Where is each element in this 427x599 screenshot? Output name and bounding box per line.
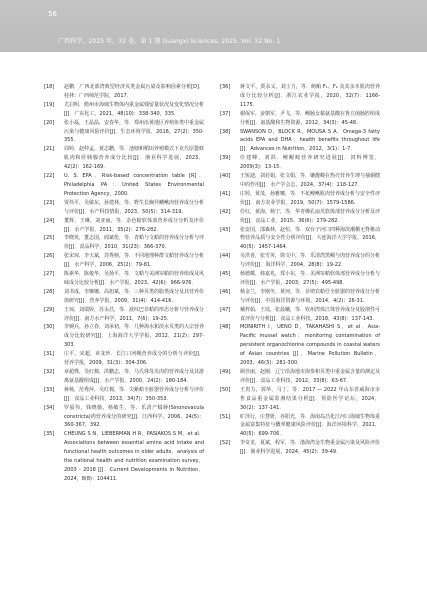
references-column-left: [44, 83, 204, 484]
reference-number: [51]: [220, 413, 231, 420]
reference-entry: [44, 288, 204, 306]
reference-number: [39]: [220, 155, 231, 162]
reference-number: [22]: [44, 173, 55, 180]
reference-entry: [220, 386, 380, 413]
reference-entry: [44, 172, 204, 199]
reference-entry: [220, 270, 380, 288]
reference-number: [23]: [44, 199, 55, 206]
reference-entry: [220, 190, 380, 208]
reference-text: 赵鹏．广西北部湾典型经济贝类金属污染及影响因素分析[D]．桂林：广西师范学院，2017．: [64, 84, 204, 99]
reference-entry: [44, 404, 204, 431]
reference-number: [34]: [44, 404, 55, 411]
reference-entry: [220, 252, 380, 270]
reference-entry: [220, 110, 380, 128]
reference-number: [21]: [44, 146, 55, 153]
reference-entry: [220, 83, 380, 110]
reference-text: CHEUNG S N，LIEBERMAN H R，PASIAKOS S M，et al．Associations between essential amino acid intake and functional health outcomes in older adults，analysis of the national health and nutrition examination survey，2003 - 2018 [J]．Current Developments in Nutrition，2024，8(8)：104411．: [64, 431, 204, 482]
reference-entry: [220, 439, 380, 457]
reference-entry: [220, 368, 380, 386]
reference-number: [31]: [44, 351, 55, 358]
reference-entry: [44, 368, 204, 386]
reference-text: 陈素华，陈俊华，吴扬平，等．文蛤与美洲帘蛤的营养组成及风味成分比较分析[J]．水产学报，2023，42(6)：966-976．: [64, 271, 205, 286]
reference-number: [48]: [220, 324, 231, 331]
reference-entry: [220, 208, 380, 226]
reference-entry: [220, 154, 380, 172]
journal-running-title: 广西科学，2025 年，32 卷，第 1 期 Guangxi Sciences, 2025, Vol. 32 No. 1: [58, 38, 281, 45]
reference-number: [37]: [220, 110, 231, 117]
reference-text: 张安国，邵森林，赵恒，等．双台子河口四种海滨潮栖无脊椎动物营养品质与安全性分析评价[J]．大连海洋大学学报，2016，40(5)：1457-1464．: [240, 226, 381, 251]
reference-number: [52]: [220, 440, 231, 447]
reference-entry: [44, 83, 204, 101]
reference-number: [25]: [44, 235, 55, 242]
reference-text: 戴梓茹，王瑶，张晨曦，等．钦州湾体江珠营养成分及股削性可食评价与分析[J]．食品工业科技，2018，43(8)：137-143．: [240, 306, 381, 322]
reference-text: 任建峰，刘淇．鳗鲲鲶营养研究进展[J]．饲料博览，2009(3)：13-15．: [240, 155, 380, 171]
reference-text: 蒋文平，贾永义，刘士力，等．鲂鲌 F₁、F₂ 及其亲本肌肉营养成分比较分析[J]．浙江农业学报，2020，32(7)：1166-1175．: [240, 84, 380, 108]
reference-text: 李奇龙，夏斌，程军，等．渤海湾金生物重金属污染及风险评价[J]．渔业科学进展，2024，45(2)：39-49．: [240, 440, 381, 456]
reference-text: 刘书成，李娜娜，高旭斌，等．三种贝类的脂类成分及其营养价值研究[J]．营养学报，2009，31(4)：414-416．: [64, 288, 205, 304]
reference-entry: [220, 226, 380, 253]
reference-text: 顾佳丽，赵刚．辽宁沿海地市海参和贝类中重金属含量的测定及评价[J]．食品工业科技，2012，33(8)：63-67．: [240, 369, 381, 384]
reference-number: [45]: [220, 271, 231, 278]
reference-entry: [220, 288, 380, 306]
reference-entry: [44, 350, 204, 368]
reference-number: [28]: [44, 288, 55, 295]
reference-text: 董辉，王琳，刘亚丽，等．杂色蛤软体部营养成分分析及评价[J]．水产学报，2011，35(2)：276-282．: [64, 217, 204, 233]
reference-text: U. S. EPA．Risk-based concentration table [R]．Philadelphia PA：United States Environmental Protection Agency，2000．: [64, 173, 204, 197]
reference-text: 贾伟平，吴敏东，孙建林，等．野生长胸异鳞鳅肉营养成分分析与评价[J]．水产科技情报，2023，50(5)：314-319．: [64, 199, 205, 215]
reference-entry: [44, 234, 204, 252]
reference-entry: [220, 413, 380, 440]
reference-number: [42]: [220, 208, 231, 215]
reference-number: [27]: [44, 271, 55, 278]
reference-text: 周婷，赵仲孟，黄志鹏，等．池塘和稻田养殖模式下克氏原螯虾肌肉和肝胰腺营养成分比较[J]．渔业科学进展，2023，42(2)：162-169．: [64, 146, 205, 171]
reference-number: [44]: [220, 253, 231, 260]
reference-entry: [220, 323, 380, 368]
reference-text: 王琼，刘瑞婷，苏永昌，等．波纹巴非蛤的形态分析与营养成分评价[J]．南方水产科学，2011，7(6)：19-25．: [64, 306, 205, 322]
reference-number: [26]: [44, 253, 55, 260]
reference-entry: [44, 430, 204, 483]
reference-entry: [44, 199, 204, 217]
reference-text: MONIRITH I，UENO D，TAKAHASHI S，et al．Asia-Pacific mussel watch：monitoring contamination of persistent organochlorine compounds in coastal waters of Asian countries [J]．Marine Pollution Bulletin，2003，46(3)：281-300．: [240, 324, 380, 367]
reference-text: 王锐迪，刘若娟，张文娟，等．镶靓蚬在热壳营养生理与抽谢健中的作用[J]．水产学会志，2024，37(4)：118-127．: [240, 173, 381, 188]
reference-text: 张小磊，王晶晶，安春华，等．郑州沿黄地区养殖鱼类中重金属污染与健康风险评价[J]．生态环境学报，2018，27(2)：350-355．: [64, 119, 205, 144]
reference-entry: [220, 306, 380, 324]
reference-number: [35]: [44, 431, 55, 438]
reference-entry: [44, 101, 204, 119]
reference-text: 任红，黄海，杨宁，等．华青樽孔扇贝软体部营养成分分析及评价[J]．食品工业，2015，36(6)：279-282．: [240, 208, 381, 224]
reference-text: 庄婷，黄茂，孙雅娜，等．不花鳗鳅肌肉营养成分析与安全性评价[J]．南方农业学报，2019，50(7)：1579-1586．: [240, 190, 381, 206]
reference-entry: [44, 323, 204, 350]
reference-text: 谢保军，姜朝军，尹飞，等．鳗肠女黏氨基酸在鲁豆菌肠腔组成分析[J]．氨基酸和生物资源，2012，34(3)：45-48．: [240, 110, 381, 126]
reference-number: [30]: [44, 324, 55, 331]
reference-number: [43]: [220, 226, 231, 233]
reference-number: [41]: [220, 190, 231, 197]
reference-text: 杨德耀，韩嘉兆，郑小东，等．美洲帘蛤软体部营养成分分析与评价[J]．水产学报，2003，27(5)：495-498．: [240, 271, 381, 286]
reference-entry: [220, 172, 380, 190]
reference-entry: [44, 386, 204, 404]
reference-number: [33]: [44, 386, 55, 393]
reference-entry: [220, 128, 380, 155]
reference-entry: [44, 306, 204, 324]
reference-number: [49]: [220, 369, 231, 375]
reference-text: 吴洪喜，张雪英，徐文中，等．乐清湾黑鲷与肉营养成分的分析与评价[J]．海洋科学，2004，28(8)：19-22．: [240, 253, 381, 269]
reference-text: 旷泽行，庄慧妍，谷阳光，等．海南岛昌化江河口海域生物体重金属富集特征与概率健康风险评价[J]．海洋环境科学，2021，40(5)：699-706．: [240, 413, 381, 438]
reference-entry: [44, 145, 204, 172]
reference-text: 王贵力，郭华，马丁，等．2017 — 2022 年山东省威海市市售食品重金属监测结果分析[J]．预防医学论坛，2024，30(2)：137-141．: [240, 386, 380, 411]
reference-text: 蒋杨，范秀萍，吴红棉，等．尖紫蛤全脏器营养成分分析与评价[J]．食品工业科技，2013，34(7)：350-353．: [64, 386, 205, 402]
reference-text: 尤启明．儋州市海域生物体内重金属残留量状况及变化情况分析[J]．广东化工，2021，48(10)：338-340，335．: [64, 101, 205, 117]
reference-number: [46]: [220, 288, 231, 295]
reference-text: SWANSON D，BLOCK R，MOUSA S A．Omega-3 fatty acids EPA and DHA：health benefits throughout life [J]．Advances in Nutrition，2012，3(1)：1-7．: [240, 128, 380, 153]
reference-entry: [44, 119, 204, 146]
reference-number: [38]: [220, 128, 231, 135]
reference-number: [50]: [220, 386, 231, 393]
reference-text: 杨金兰，李刚冬，黄珂，等．菲律宾蛤仔全脏器的营养成分分析与评价[J]．中国海洋资源与环境，2014，4(2)：26-31．: [240, 288, 381, 304]
reference-number: [24]: [44, 217, 55, 224]
reference-text: 罗福伟，钱晓薇，杨敏生，等．乐清产缢蛏(Sinonovacula constricta)肉营养成分的研究[J]．江西科学，2006，24(5)：360-367，392．: [64, 404, 204, 429]
page-number: 56: [48, 10, 57, 18]
journal-header-band: [0, 0, 427, 52]
reference-entry: [44, 270, 204, 288]
reference-text: 李婉兵，孙立春，刘承初，等．几种海水和淡水贝类的大宗营养成分比较研究[J]．上海海洋大学学报，2012，21(2)：297-303．: [64, 324, 205, 349]
reference-entry: [44, 217, 204, 235]
reference-number: [40]: [220, 173, 231, 180]
reference-text: 李晓英，董志国，阎斌伦，等．青蛤与文蛤的营养成分分析与评价[J]．食品科学，2010，31(23)：366-370．: [64, 235, 205, 251]
reference-text: 章超桦，吴红棉，洪鹏志，等．马氏珠母贝肉的营养成分及其游离氨基酸组成[J]．水产学报，2000，24(2)：180-184．: [64, 369, 205, 384]
reference-number: [32]: [44, 369, 55, 375]
reference-number: [18]: [44, 84, 55, 90]
reference-number: [29]: [44, 306, 55, 313]
reference-text: 张宋琼，李大斌，苏秀榕，等．不同地理种群文蛤营养成分分析[J]．水产科学，2006，25(2)：79-81．: [64, 253, 205, 269]
reference-number: [47]: [220, 306, 231, 313]
references-column-right: [220, 83, 380, 457]
reference-number: [20]: [44, 119, 55, 126]
reference-entry: [44, 252, 204, 270]
reference-number: [19]: [44, 101, 55, 108]
reference-text: 庄平，宋超，章龙珍．长江口河蚬营养成分的分析与评价[J]．营养学报，2009，31(3)：304-306．: [64, 351, 204, 367]
reference-number: [36]: [220, 84, 231, 90]
